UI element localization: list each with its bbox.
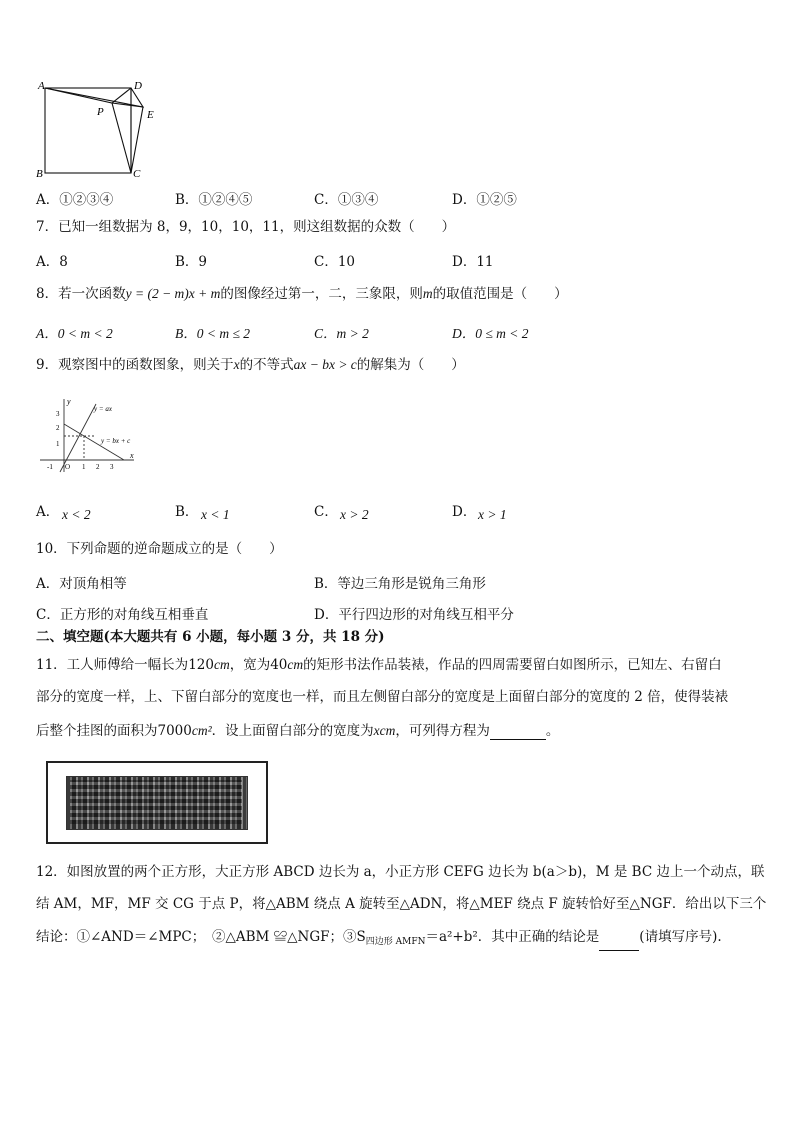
q9-mid: 的不等式	[239, 357, 294, 373]
q12-line1: 12．如图放置的两个正方形，大正方形 ABCD 边长为 a，小正方形 CEFG 边长为 b(a＞b)，M 是 BC 边上一个动点，联	[36, 864, 765, 880]
q8-option-b: B．0 < m ≤ 2	[175, 326, 251, 341]
line2-label: y = bx + c	[101, 437, 131, 445]
q7-option-d: D．11	[452, 254, 494, 270]
q10-option-b: B．等边三角形是锐角三角形	[314, 576, 486, 592]
tick-y3: 3	[56, 410, 60, 418]
q7-stem: 7．已知一组数据为 8，9，10，10，11，则这组数据的众数（ ）	[36, 219, 456, 235]
line1-label: y = ax	[94, 405, 112, 413]
q9-option-d: D．	[452, 504, 477, 520]
q12-line3: 结论：①∠AND＝∠MPC； ②△ABM ≌△NGF；$③S_{四边形 AMFN}=a^2+b^2$．其中正确的结论是 (请填写序号).	[36, 928, 722, 951]
q6-option-b: B．①②④⑤	[175, 192, 253, 208]
q7-option-c: C．10	[314, 254, 356, 270]
q9-option-b-value: x < 1	[201, 507, 230, 522]
q9-option-c: C．	[314, 504, 338, 520]
q9-option-a: A．	[36, 504, 60, 520]
q9-post: 的解集为（ ）	[356, 357, 465, 373]
q8-option-d: D．0 ≤ m < 2	[452, 326, 529, 341]
q9-formula: ax − bx > c	[293, 357, 357, 372]
answer-blank-12[interactable]	[599, 936, 639, 951]
q7-option-a: A．8	[36, 254, 68, 270]
q9-graph	[34, 394, 144, 476]
q8-option-c: C．m > 2	[314, 326, 369, 341]
q8-stem	[36, 285, 568, 303]
q8-var: m	[422, 286, 433, 301]
q9-option-d-value: x > 1	[478, 507, 507, 522]
q9-pre: 9．观察图中的函数图象，则关于	[36, 357, 234, 373]
q9-option-b: B．	[175, 504, 199, 520]
calligraphy-strokes	[70, 780, 242, 824]
q9-var: x	[233, 357, 240, 372]
q8-post: 的取值范围是（ ）	[432, 286, 568, 302]
answer-blank[interactable]	[490, 725, 546, 740]
label-b: B	[36, 168, 43, 180]
q8-mid: 的图像经过第一，二，三象限，则	[220, 286, 423, 302]
label-e: E	[147, 109, 154, 121]
tick-x2: 2	[96, 463, 100, 471]
tick-x3: 3	[110, 463, 114, 471]
label-a: A	[38, 80, 45, 92]
section-heading: 二、填空题(本大题共有 6 小题，每小题 3 分，共 18 分)	[36, 629, 385, 645]
q7-option-b: B．9	[175, 254, 208, 270]
q8-formula: y = (2 − m)x + m	[125, 286, 221, 301]
tick-y2: 2	[56, 424, 60, 432]
q11-line3: 后整个挂图的面积为7000cm²．设上面留白部分的宽度为xcm，可列得方程为 。	[36, 723, 560, 739]
q11-line1: 11．工人师傅给一幅长为120cm，宽为40cm的矩形书法作品装裱，作品的四周需要留白如图所示，已知左、右留白	[36, 657, 722, 673]
q10-option-a: A．对顶角相等	[36, 576, 127, 592]
tick-o: O	[65, 463, 71, 471]
q9-option-c-value: x > 2	[340, 507, 369, 522]
q6-option-d: D．①②⑤	[452, 192, 517, 208]
tick-xm1: -1	[47, 463, 53, 471]
q6-figure	[30, 76, 170, 180]
calligraphy-figure	[46, 761, 268, 844]
label-p: P	[97, 106, 104, 118]
q10-stem: 10．下列命题的逆命题成立的是（ ）	[36, 541, 283, 557]
q9-option-a-value: x < 2	[62, 507, 91, 522]
q11-line2: 部分的宽度一样，上、下留白部分的宽度也一样，而且左侧留白部分的宽度是上面留白部分的宽度的 2 倍，使得装裱	[36, 689, 729, 705]
x-axis-label: x	[130, 451, 134, 460]
q8-option-a: A．0 < m < 2	[36, 326, 113, 341]
label-d: D	[134, 80, 142, 92]
label-c: C	[133, 168, 141, 180]
y-axis-label: y	[67, 397, 71, 406]
q8-pre: 8．若一次函数	[36, 286, 126, 302]
q10-option-c: C．正方形的对角线互相垂直	[36, 607, 209, 623]
tick-y1: 1	[56, 440, 60, 448]
q9-stem	[36, 356, 465, 374]
q6-option-a: A．①②③④	[36, 192, 114, 208]
q6-option-c: C．①③④	[314, 192, 379, 208]
q12-line2: 结 AM，MF，MF 交 CG 于点 P，将△ABM 绕点 A 旋转至△ADN，将△MEF 绕点 F 旋转恰好至△NGF．给出以下三个	[36, 896, 767, 912]
tick-x1: 1	[82, 463, 86, 471]
q10-option-d: D．平行四边形的对角线互相平分	[314, 607, 514, 623]
